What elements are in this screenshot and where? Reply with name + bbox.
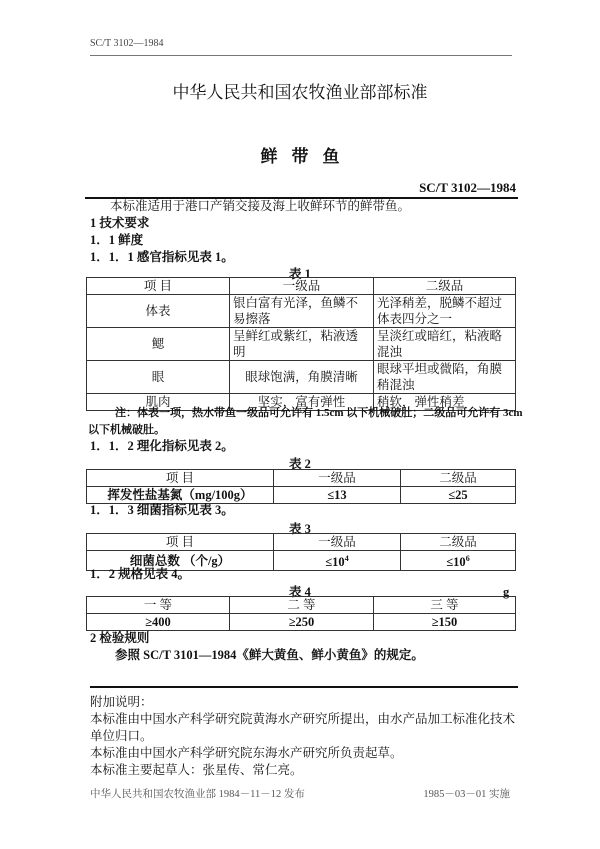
issuer-title: 中华人民共和国农牧渔业部部标准 [172, 83, 428, 102]
table-cell: 眼球平坦或微陷，角膜稍混浊 [374, 361, 516, 394]
table-4-unit: g [503, 585, 510, 599]
table-cell: ≤13 [274, 487, 401, 504]
table-cell: 眼球饱满，角膜清晰 [230, 361, 374, 394]
standard-code: SC/T 3102—1984 [419, 180, 516, 195]
table-4 [86, 596, 516, 631]
table-cell: 体表 [87, 295, 230, 328]
table-1-caption: 表 1 [289, 267, 311, 281]
table-1-note: 注：体表一项，热水带鱼一级品可允许有 1.5cm 以下机械破肚；二级品可允许有 3cm [115, 407, 523, 419]
table-2-caption: 表 2 [289, 457, 311, 471]
table-cell: ≥150 [374, 614, 516, 631]
value-exponent: 6 [465, 554, 470, 563]
table-cell: ≥250 [230, 614, 374, 631]
table-4-caption: 表 4 [289, 585, 311, 599]
table-cell: 细菌总数 （个/g） [87, 551, 274, 571]
table-cell: 坚实，富有弹性 [230, 394, 374, 411]
header-cell: 二级品 [374, 278, 516, 295]
value-base: ≤10 [325, 555, 345, 570]
issue-date: 中华人民共和国农牧渔业部 1984－11－12 发布 [90, 789, 305, 800]
table-cell [274, 551, 401, 571]
table-cell: 鳃 [87, 328, 230, 361]
section-1-2: 1．2 规格见表 4。 [90, 567, 191, 581]
section-2-text: 参照 SC/T 3101—1984《鲜大黄鱼、鲜小黄鱼》的规定。 [115, 648, 424, 662]
table-cell: 呈鲜红或紫红，粘液透明 [230, 328, 374, 361]
header-cell: 二 等 [230, 597, 374, 614]
appendix-line: 本标准由中国水产科学研究院东海水产研究所负责起草。 [90, 746, 403, 760]
section-1: 1 技术要求 [90, 216, 150, 230]
table-cell: 呈淡红或暗红，粘液略混浊 [374, 328, 516, 361]
table-cell: ≤25 [401, 487, 516, 504]
section-1-1-3: 1．1．3 细菌指标见表 3。 [90, 503, 234, 517]
table-cell: 稍软，弹性稍差 [374, 394, 516, 411]
appendix-divider [90, 686, 518, 688]
header-cell: 项 目 [87, 534, 274, 551]
table-3-caption: 表 3 [289, 522, 311, 536]
value-base: ≤10 [446, 555, 466, 570]
appendix-title: 附加说明： [90, 695, 153, 709]
header-cell: 三 等 [374, 597, 516, 614]
appendix-line: 本标准由中国水产科学研究院黄海水产研究所提出，由水产品加工标准化技术 [90, 712, 516, 726]
table-2 [86, 469, 516, 504]
running-header: SC/T 3102—1984 [90, 38, 164, 49]
table-1-note-cont: 以下机械破肚。 [88, 424, 165, 436]
table-cell: ≥400 [87, 614, 230, 631]
header-cell: 一级品 [230, 278, 374, 295]
table-cell: 肌肉 [87, 394, 230, 411]
header-cell: 项 目 [87, 278, 230, 295]
header-cell: 二级品 [401, 470, 516, 487]
table-1 [86, 277, 516, 411]
header-cell: 一级品 [274, 534, 401, 551]
effective-date: 1985－03－01 实施 [423, 789, 510, 800]
table-cell [401, 551, 516, 571]
header-cell: 一级品 [274, 470, 401, 487]
section-1-1: 1．1 鲜度 [90, 233, 144, 247]
section-2: 2 检验规则 [90, 631, 150, 645]
header-cell: 二级品 [401, 534, 516, 551]
table-cell: 光泽稍差，脱鳞不超过体表四分之一 [374, 295, 516, 328]
section-1-1-1: 1．1．1 感官指标见表 1。 [90, 250, 234, 264]
document-title: 鲜带鱼 [260, 147, 354, 166]
section-1-1-2: 1．1．2 理化指标见表 2。 [90, 439, 234, 453]
table-cell: 眼 [87, 361, 230, 394]
header-cell: 项 目 [87, 470, 274, 487]
table-cell: 挥发性盐基氮（mg/100g） [87, 487, 274, 504]
appendix-line: 本标准主要起草人：张星传、常仁亮。 [90, 763, 303, 777]
value-exponent: 4 [344, 554, 349, 563]
table-cell: 银白富有光泽，鱼鳞不易擦落 [230, 295, 374, 328]
scope-text: 本标准适用于港口产销交接及海上收鲜环节的鲜带鱼。 [110, 199, 411, 213]
header-cell: 一 等 [87, 597, 230, 614]
header-divider [90, 55, 512, 56]
appendix-line: 单位归口。 [90, 729, 153, 743]
